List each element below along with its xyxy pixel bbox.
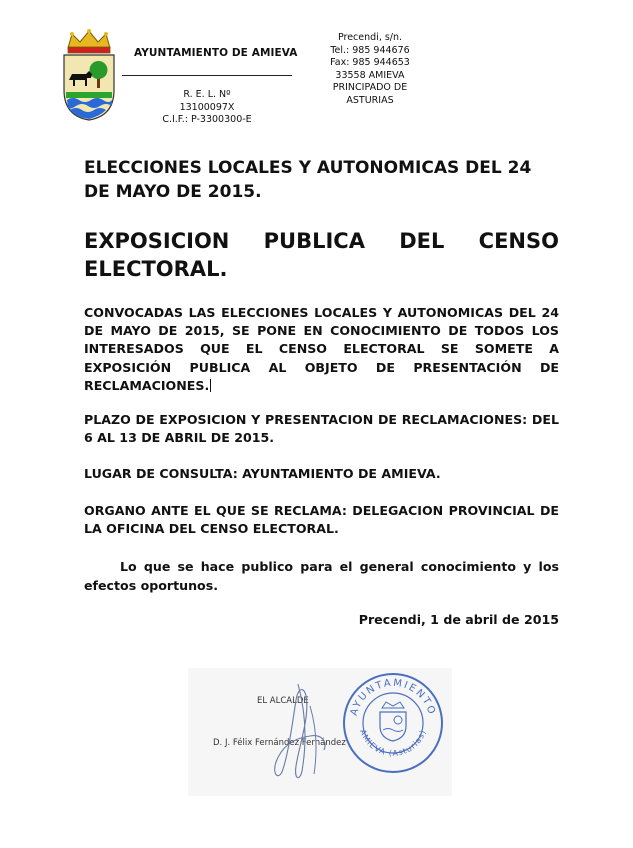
registry-block xyxy=(159,89,255,127)
notice-title xyxy=(84,227,559,283)
signer-name: D. J. Félix Fernández Fernández xyxy=(213,738,346,748)
signer-role: EL ALCALDE xyxy=(257,696,309,706)
coat-of-arms-icon xyxy=(60,28,118,122)
body-paragraph-deadline: PLAZO DE EXPOSICION Y PRESENTACION DE RECLAMACIONES: DEL 6 AL 13 DE ABRIL DE 2015. xyxy=(84,412,559,446)
body-paragraph-closing xyxy=(84,558,559,595)
notice-title-line2: ELECTORAL. xyxy=(84,257,228,281)
address-phone: Tel.: 985 944676 xyxy=(330,44,410,56)
notice-title-word: EXPOSICION xyxy=(84,229,230,253)
stamp-top-text: AYUNTAMIENTO xyxy=(348,677,438,718)
handwritten-signature-icon xyxy=(258,676,348,786)
svg-text:AYUNTAMIENTO xyxy=(349,678,438,717)
address-fax: Fax: 985 944653 xyxy=(330,57,410,68)
address-street: Precendi, s/n. xyxy=(337,32,403,43)
svg-text:AMIEVA (Asturias) xyxy=(358,728,428,758)
election-title xyxy=(84,156,559,204)
stamp-bottom-text: AMIEVA (Asturias) xyxy=(358,728,428,758)
body-paragraph-location: LUGAR DE CONSULTA: AYUNTAMIENTO DE AMIEVA. xyxy=(84,466,441,481)
election-title-line2: DE MAYO DE 2015. xyxy=(84,182,262,202)
address-city: 33558 AMIEVA xyxy=(335,69,405,81)
address-region: PRINCIPADO DE ASTURIAS xyxy=(332,82,408,106)
cif-number: C.I.F.: P-3300300-E xyxy=(162,114,252,125)
notice-title-word: CENSO xyxy=(478,229,559,253)
body-paragraph-convocation-text: CONVOCADAS LAS ELECCIONES LOCALES Y AUTONOMICAS DEL 24 DE MAYO DE 2015, SE PONE EN CONOCIMIENTO DE TODOS LOS INTERESADOS QUE EL CENSO ELECTORAL SE SOMETE A EXPOSICIÓN PUBLICA AL OBJETO DE PRESENTACIÓN DE RECLAMACIONES. xyxy=(84,305,559,393)
official-stamp-icon xyxy=(338,668,448,778)
election-title-line1: ELECCIONES LOCALES Y AUTONOMICAS DEL 24 xyxy=(84,158,532,178)
body-paragraph-closing-text: Lo que se hace publico para el general conocimiento y los efectos oportunos. xyxy=(84,559,559,593)
body-paragraph-convocation xyxy=(84,304,559,395)
organization-name: AYUNTAMIENTO DE AMIEVA xyxy=(134,47,298,59)
notice-title-word: DEL xyxy=(399,229,445,253)
address-block xyxy=(310,32,430,107)
notice-title-line1 xyxy=(84,227,559,255)
body-paragraph-authority: ORGANO ANTE EL QUE SE RECLAMA: DELEGACION PROVINCIAL DE LA OFICINA DEL CENSO ELECTORAL. xyxy=(84,503,559,537)
rel-number: R. E. L. Nº 13100097X xyxy=(179,89,235,113)
text-cursor xyxy=(210,379,211,392)
document-date: Precendi, 1 de abril de 2015 xyxy=(358,612,559,627)
header-divider xyxy=(122,75,292,76)
notice-title-word: PUBLICA xyxy=(263,229,365,253)
